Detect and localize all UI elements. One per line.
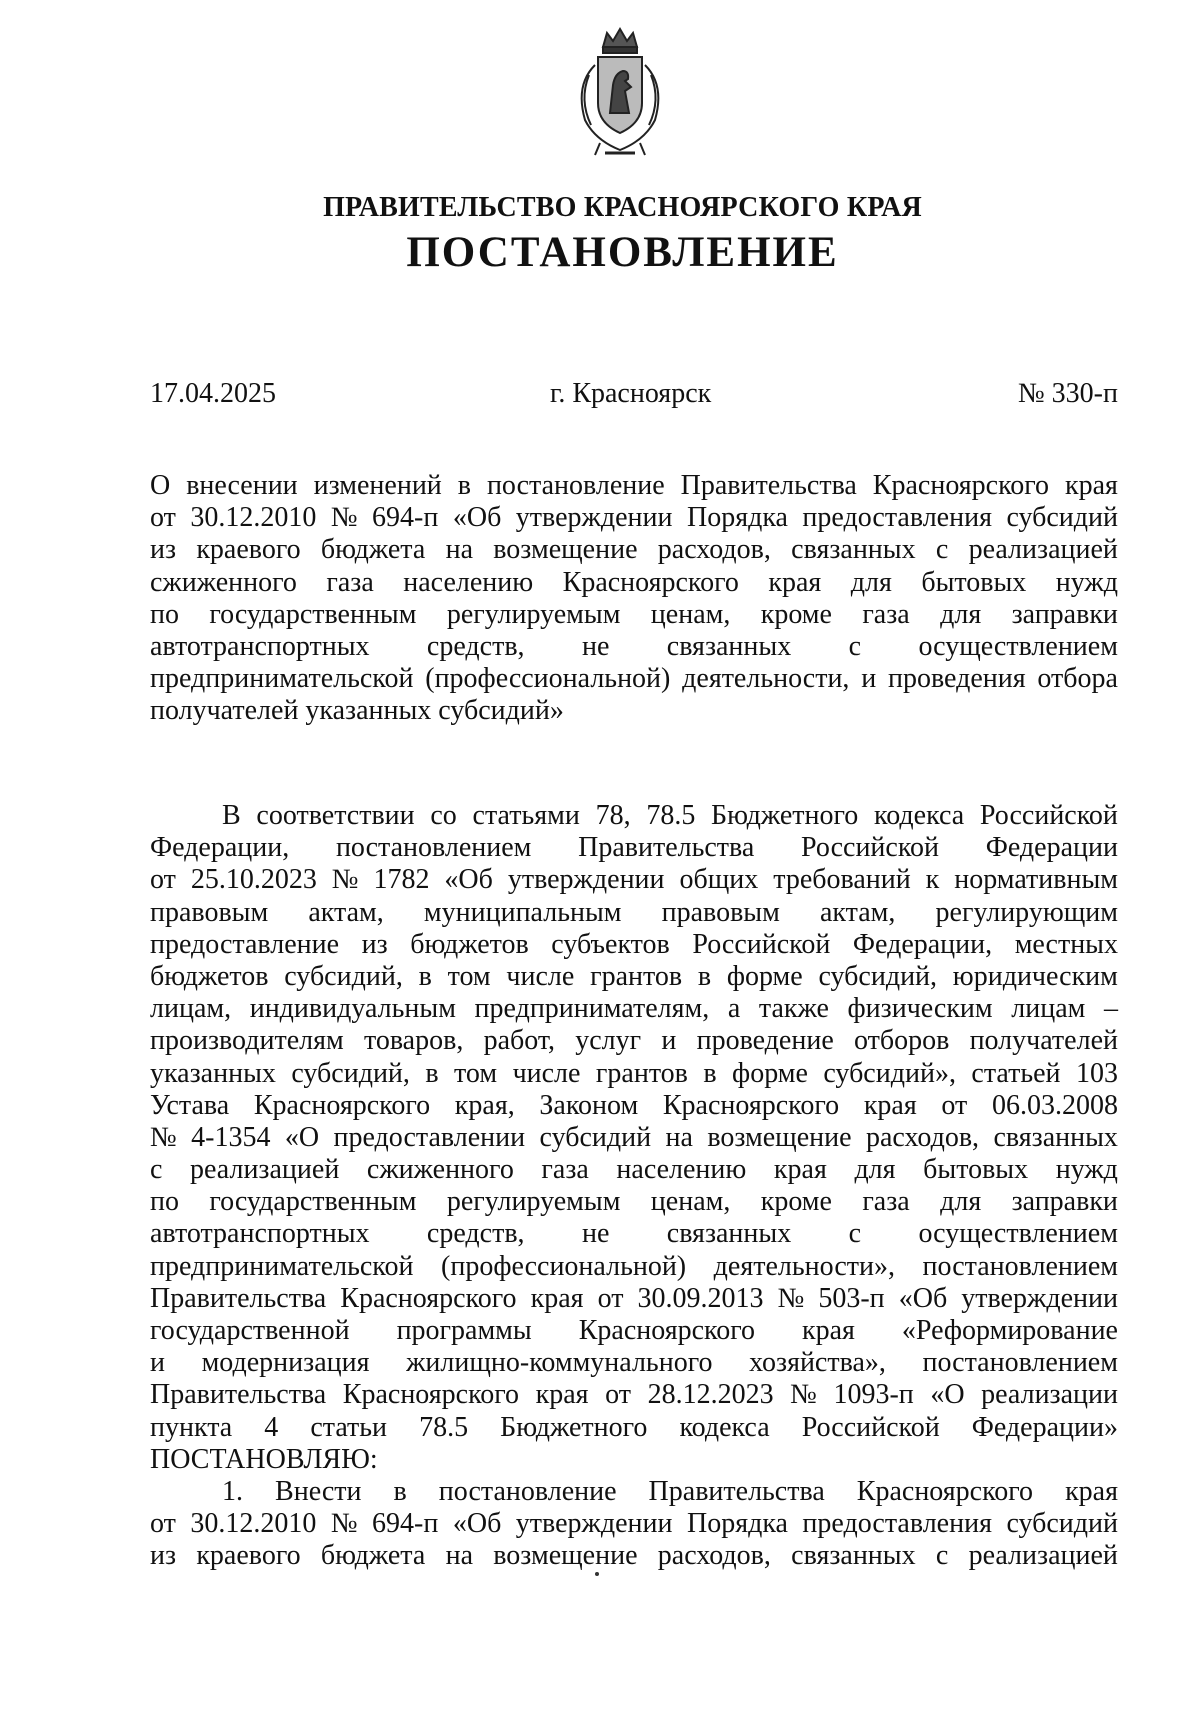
document-number: № 330-п xyxy=(1017,378,1118,409)
document-body xyxy=(150,800,1118,1573)
body-line: по государственным регулируемым ценам, кроме газа для заправки xyxy=(150,1186,1118,1218)
body-line: с реализацией сжиженного газа населению края для бытовых нужд xyxy=(150,1154,1118,1186)
body-line: Правительства Красноярского края от 28.12.2023 № 1093-п «О реализации xyxy=(150,1379,1118,1411)
body-line: пункта 4 статьи 78.5 Бюджетного кодекса Российской Федерации» xyxy=(150,1411,1118,1443)
scan-dot xyxy=(595,1572,599,1576)
title-line: О внесении изменений в постановление Правительства Красноярского края xyxy=(150,470,1118,501)
document-type-title: ПОСТАНОВЛЕНИЕ xyxy=(406,229,839,276)
body-line: автотранспортных средств, не связанных с осуществлением xyxy=(150,1218,1118,1250)
body-line: от 25.10.2023 № 1782 «Об утверждении общих требований к нормативным xyxy=(150,864,1118,896)
body-line: № 4-1354 «О предоставлении субсидий на возмещение расходов, связанных xyxy=(150,1121,1118,1153)
body-line: бюджетов субсидий, в том числе грантов в форме субсидий, юридическим xyxy=(150,960,1118,992)
body-line: и модернизация жилищно-коммунального хозяйства», постановлением xyxy=(150,1347,1118,1379)
body-line: лицам, индивидуальным предпринимателям, а также физическим лицам – xyxy=(150,993,1118,1025)
body-line: государственной программы Красноярского края «Реформирование xyxy=(150,1315,1118,1346)
organization-title: ПРАВИТЕЛЬСТВО КРАСНОЯРСКОГО КРАЯ xyxy=(323,192,922,223)
title-line: автотранспортных средств, не связанных с осуществлением xyxy=(150,630,1118,662)
body-line: производителям товаров, работ, услуг и проведение отборов получателей xyxy=(150,1025,1118,1057)
body-line: предоставление из бюджетов субъектов Российской Федерации, местных xyxy=(150,928,1118,960)
title-line: сжиженного газа населению Красноярского края для бытовых нужд xyxy=(150,566,1118,598)
title-line: из краевого бюджета на возмещение расходов, связанных с реализацией xyxy=(150,534,1118,566)
body-line: правовым актам, муниципальным правовым актам, регулирующим xyxy=(150,896,1118,928)
coat-of-arms-icon xyxy=(565,25,675,160)
body-line: от 30.12.2010 № 694-п «Об утверждении Порядка предоставления субсидий xyxy=(150,1508,1118,1540)
body-line: из краевого бюджета на возмещение расходов, связанных с реализацией xyxy=(150,1540,1118,1572)
body-line: 1. Внести в постановление Правительства Красноярского края xyxy=(222,1475,1118,1507)
body-line: ПОСТАНОВЛЯЮ: xyxy=(150,1443,378,1475)
document-date: 17.04.2025 xyxy=(150,378,276,409)
document-city: г. Красноярск xyxy=(550,378,712,409)
body-line: Правительства Красноярского края от 30.09.2013 № 503-п «Об утверждении xyxy=(150,1282,1118,1314)
body-line: В соответствии со статьями 78, 78.5 Бюджетного кодекса Российской xyxy=(222,800,1118,831)
body-line: Федерации, постановлением Правительства Российской Федерации xyxy=(150,832,1118,864)
body-line: указанных субсидий, в том числе грантов в форме субсидий», статьей 103 xyxy=(150,1057,1118,1089)
title-line: по государственным регулируемым ценам, кроме газа для заправки xyxy=(150,598,1118,630)
body-line: Устава Красноярского края, Законом Красноярского края от 06.03.2008 xyxy=(150,1089,1118,1121)
title-line: получателей указанных субсидий» xyxy=(150,695,564,727)
title-line: от 30.12.2010 № 694-п «Об утверждении Порядка предоставления субсидий xyxy=(150,502,1118,534)
document-title xyxy=(150,470,1118,728)
title-line: предпринимательской (профессиональной) деятельности, и проведения отбора xyxy=(150,663,1118,695)
body-line: предпринимательской (профессиональной) деятельности», постановлением xyxy=(150,1250,1118,1282)
